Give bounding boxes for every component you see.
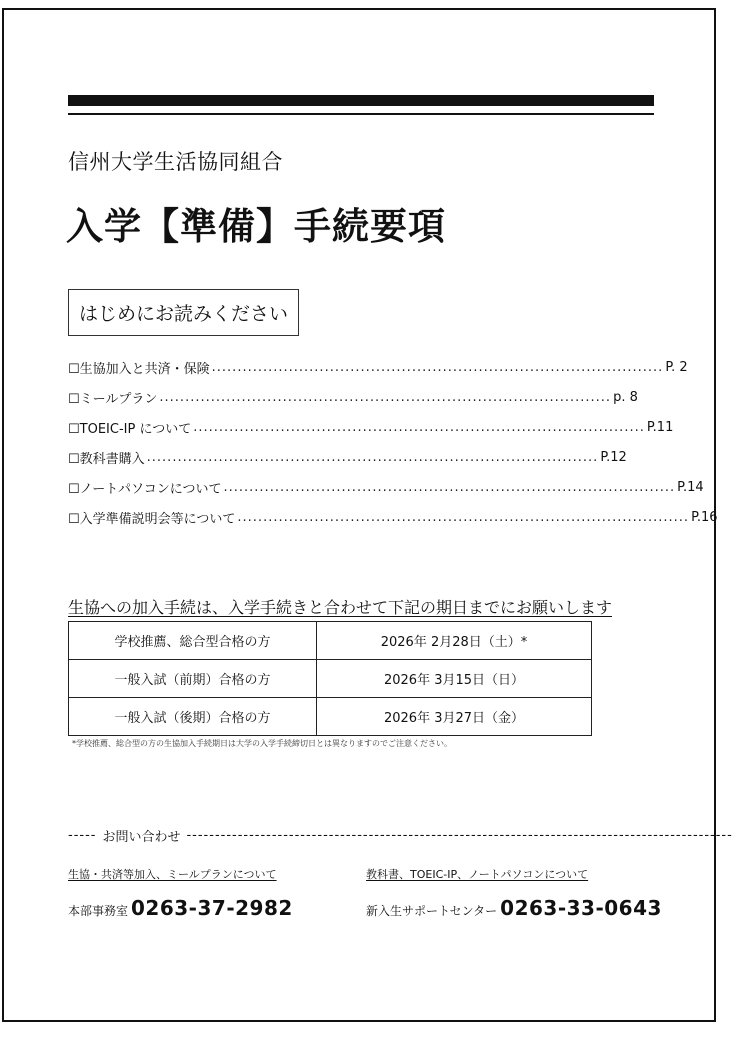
contact-phone[interactable]: 0263-33-0643: [500, 896, 662, 920]
toc-item-label: ☐ミールプラン: [68, 391, 158, 407]
toc-leader-dots: ........................................................................................: [223, 479, 676, 495]
deadline-date: 2026年 3月15日（日）: [317, 660, 592, 698]
table-row: [69, 622, 592, 660]
contact-heading: [68, 826, 733, 845]
header-rule-thin: [68, 113, 654, 115]
toc-leader-dots: ........................................................................................: [237, 509, 690, 525]
toc-item-label: ☐TOEIC-IP について: [68, 421, 192, 437]
contact-office: 新入生サポートセンター: [366, 904, 498, 918]
deadline-date: 2026年 2月28日（土）*: [317, 622, 592, 660]
document-title: 入学【準備】手続要項: [66, 205, 446, 248]
toc-leader-dots: ........................................................................................: [193, 419, 645, 435]
toc-item-page: P.14: [677, 479, 704, 495]
contact-heading-label: お問い合わせ: [102, 830, 181, 845]
read-first-box: [68, 289, 299, 336]
contact-phone[interactable]: 0263-37-2982: [131, 896, 293, 920]
applicant-category: 一般入試（前期）合格の方: [69, 660, 317, 698]
toc-leader-dots: ........................................................................................: [159, 389, 612, 405]
toc-item-label: ☐教科書購入: [68, 451, 145, 467]
toc-item[interactable]: [68, 412, 674, 442]
toc-item-page: P.16: [691, 509, 718, 525]
deadline-date: 2026年 3月27日（金）: [317, 698, 592, 736]
divider-dashes: ------------------------------------------------------------------------------------------------: [186, 828, 733, 843]
toc-item-page: P.12: [600, 449, 627, 465]
toc-leader-dots: ........................................................................................: [211, 359, 664, 375]
table-row: [69, 698, 592, 736]
toc-item-page: P. 2: [665, 359, 688, 375]
contact-general: [68, 866, 293, 920]
header-rule-thick: [68, 95, 654, 106]
contact-support-center: [366, 866, 662, 920]
contact-office: 本部事務室: [68, 904, 129, 918]
read-first-label: はじめにお読みください: [78, 303, 288, 325]
toc-item-label: ☐入学準備説明会等について: [68, 511, 236, 527]
toc-item-label: ☐ノートパソコンについて: [68, 481, 222, 497]
deadline-heading: 生協への加入手続は、入学手続きと合わせて下記の期日までにお願いします: [68, 598, 613, 617]
toc-item[interactable]: [68, 442, 627, 472]
table-of-contents: [68, 352, 718, 532]
toc-item[interactable]: [68, 472, 704, 502]
contact-topic: 教科書、TOEIC-IP、ノートパソコンについて: [366, 868, 589, 881]
toc-item[interactable]: [68, 382, 638, 412]
deadline-footnote: *学校推薦、総合型の方の生協加入手続期日は大学の入学手続締切日とは異なりますのでご注意ください。: [72, 739, 452, 748]
toc-item-page: p. 8: [613, 389, 638, 405]
applicant-category: 一般入試（後期）合格の方: [69, 698, 317, 736]
contact-line: [68, 896, 293, 920]
table-row: [69, 660, 592, 698]
contact-line: [366, 896, 662, 920]
organization-name: 信州大学生活協同組合: [68, 150, 283, 174]
toc-item-label: ☐生協加入と共済・保険: [68, 361, 210, 377]
applicant-category: 学校推薦、総合型合格の方: [69, 622, 317, 660]
contact-topic: 生協・共済等加入、ミールプランについて: [68, 868, 277, 881]
toc-item[interactable]: [68, 502, 718, 532]
toc-item[interactable]: [68, 352, 688, 382]
toc-item-page: P.11: [646, 419, 674, 435]
divider-dashes: -----: [68, 828, 97, 843]
toc-leader-dots: ........................................................................................: [146, 449, 599, 465]
deadline-table: [68, 621, 592, 736]
